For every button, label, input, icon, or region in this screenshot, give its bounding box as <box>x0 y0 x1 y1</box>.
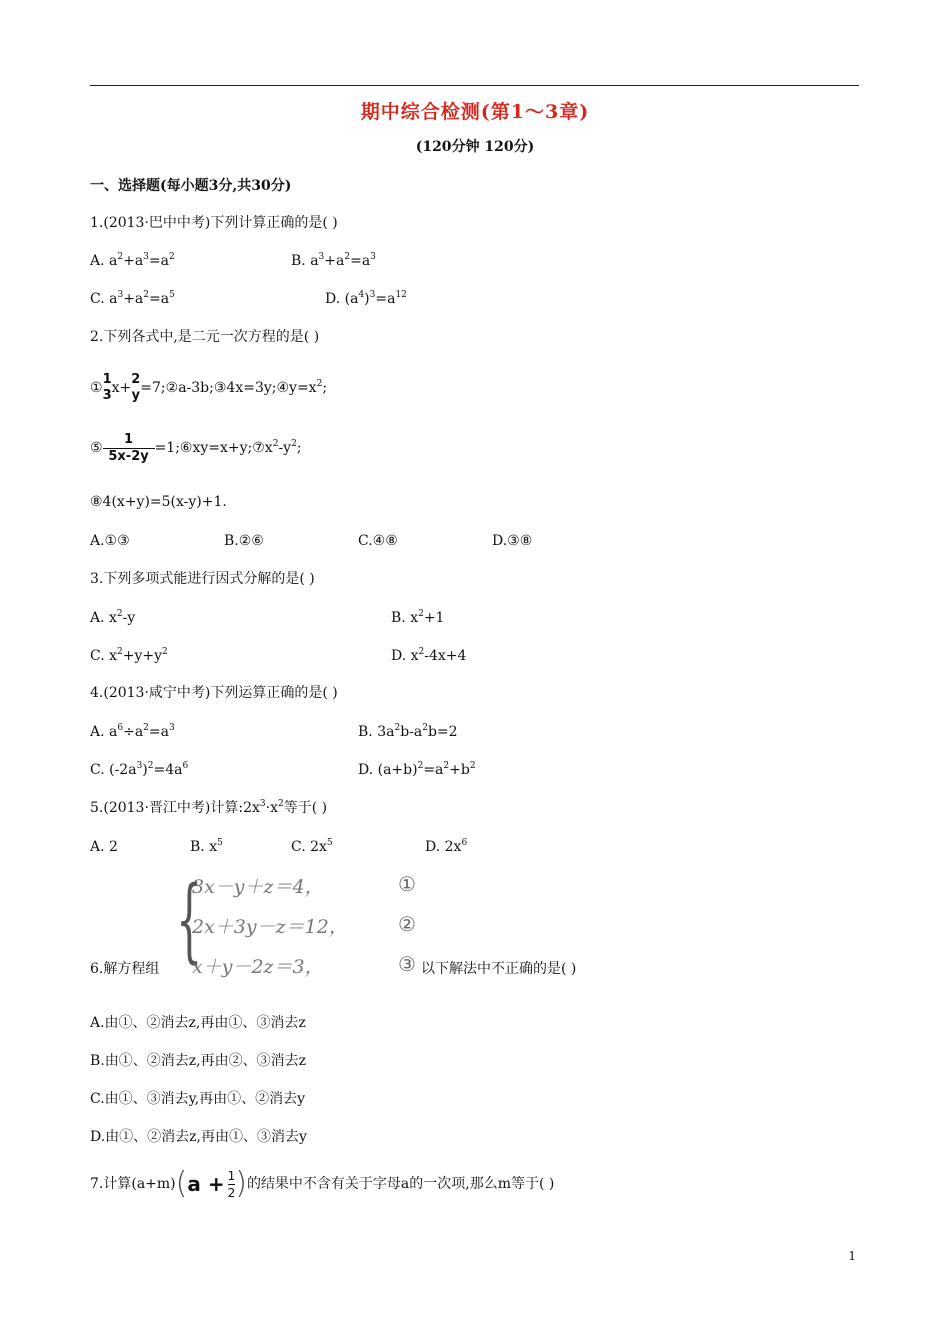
q2-option-c: C.④⑧ <box>358 533 398 549</box>
q6-option-d: D.由①、②消去z,再由①、③消去y <box>90 1129 307 1145</box>
fraction-2-y: 2 y <box>131 372 141 403</box>
question-7-stem: 7.计算(a+m)(a + $\frac{1}{2}$ )的结果中不含有关于字母a的一次项,那么m等于( ) <box>90 1164 554 1204</box>
fraction-1-5x-2y: $\frac{1}{5x-2y}$ <box>103 432 155 465</box>
q5-option-d: D. $2x^6$ <box>425 838 468 855</box>
question-4-stem: 4.(2013·咸宁中考)下列运算正确的是( ) <box>90 685 338 701</box>
question-6-tail: 以下解法中不正确的是( ) <box>421 961 577 977</box>
q1-option-c: C. $a^3+a^2=a^5$ <box>90 290 175 307</box>
q1-option-d: D. $(a^4)^3=a^{12}$ <box>325 290 407 307</box>
header-rule <box>90 85 859 86</box>
q2-option-a: A.①③ <box>90 533 130 549</box>
fraction-1-3: 1 3 <box>102 372 112 403</box>
q4-option-d: D. $(a+b)^2=a^2+b^2$ <box>358 761 476 778</box>
q2-expression-line-3: ⑧4(x+y)=5(x-y)+1. <box>90 494 227 510</box>
q4-option-a: A. $a^6\div a^2=a^3$ <box>90 723 175 740</box>
q5-option-a: A. 2 <box>90 839 118 855</box>
q2-expression-line-2: ⑤ $\frac{1}{5x-2y}$ $=1;⑥xy=x+y;⑦x^2-y^2$; <box>90 431 302 464</box>
binomial-expression: (a + $\frac{1}{2}$ ) <box>175 1166 247 1201</box>
q2-option-b: B.②⑥ <box>224 533 264 549</box>
q5-option-c: C. $2x^5$ <box>291 838 333 855</box>
left-brace: { <box>176 866 203 973</box>
equation-2: 2x＋3y－z＝12， <box>192 916 348 938</box>
q4-option-c: C. $(-2a^3)^2=4a^6$ <box>90 761 189 778</box>
q2-expression-line-1: ① 1 3 x+ 2 y $=7;②a-3b;③4x=3y;④y=x^2$; <box>90 372 328 403</box>
q3-option-c: C. $x^2+y+y^2$ <box>90 647 168 664</box>
q3-option-a: A. $x^2-y$ <box>90 609 136 626</box>
q2-option-d: D.③⑧ <box>492 533 533 549</box>
q1-option-a: A. $a^2+a^3=a^2$ <box>90 252 175 269</box>
page-number: 1 <box>848 1249 856 1263</box>
section-heading: 一、选择题(每小题3分,共30分) <box>90 178 292 194</box>
q4-option-b: B. $3a^2b-a^2b=2$ <box>358 723 458 740</box>
equation-1-marker: ① <box>398 872 416 896</box>
q6-option-c: C.由①、③消去y,再由①、②消去y <box>90 1091 306 1107</box>
q3-option-d: D. $x^2-4x+4$ <box>391 647 467 664</box>
q6-option-a: A.由①、②消去z,再由①、③消去z <box>90 1015 306 1031</box>
equation-3-marker: ③ <box>398 952 416 976</box>
q3-option-b: B. $x^2+1$ <box>391 609 445 626</box>
equation-1: 3x－y＋z＝4， <box>192 876 324 898</box>
q1-option-b: B. $a^3+a^2=a^3$ <box>291 252 376 269</box>
equation-system <box>176 866 416 980</box>
question-6-label: 6.解方程组 <box>90 961 160 977</box>
equation-3: x＋y－2z＝3， <box>192 956 324 978</box>
q6-option-b: B.由①、②消去z,再由②、③消去z <box>90 1053 306 1069</box>
page-title: 期中综合检测(第1～3章) <box>360 101 590 123</box>
equation-2-marker: ② <box>398 912 416 936</box>
question-3-stem: 3.下列多项式能进行因式分解的是( ) <box>90 571 315 587</box>
question-2-stem: 2.下列各式中,是二元一次方程的是( ) <box>90 329 320 345</box>
question-5-stem: 5.(2013·晋江中考)计算$:2x^3\cdot x^2$等于( ) <box>90 799 328 816</box>
q5-option-b: B. $x^5$ <box>190 838 223 855</box>
question-1-stem: 1.(2013·巴中中考)下列计算正确的是( ) <box>90 215 338 231</box>
page-subtitle: (120分钟 120分) <box>415 139 535 155</box>
